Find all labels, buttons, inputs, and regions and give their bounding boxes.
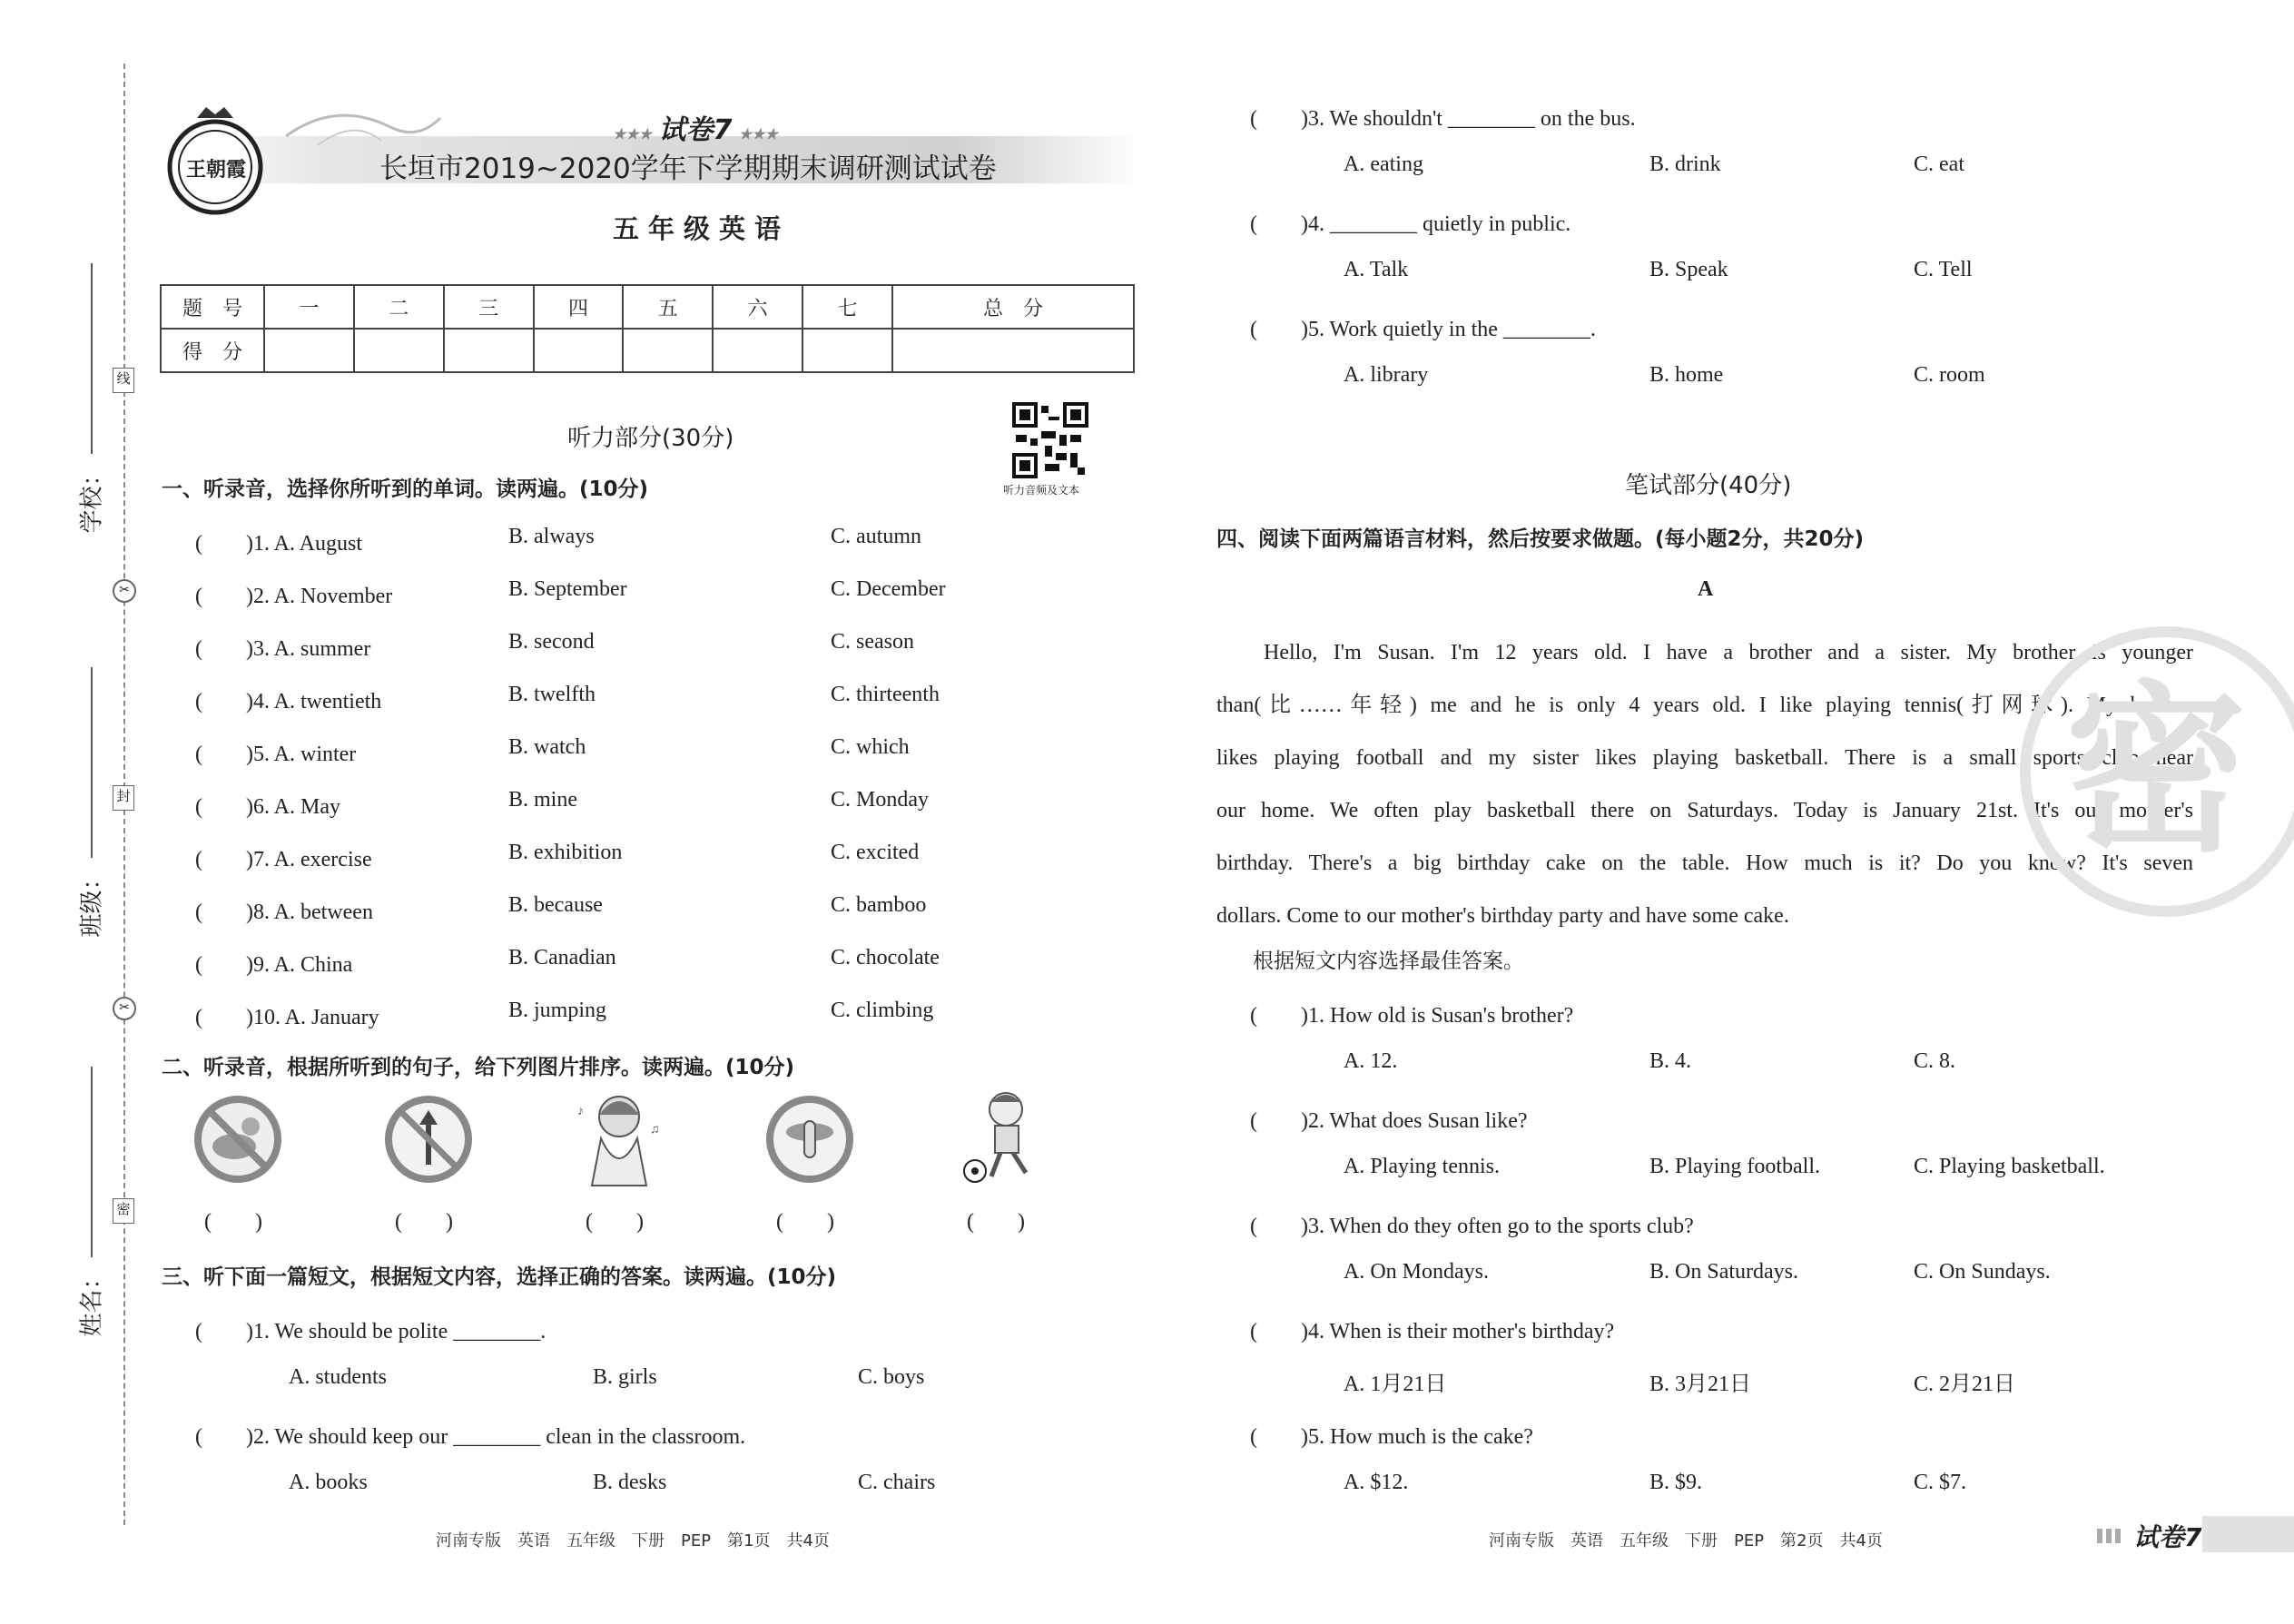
- picture-answer-blank[interactable]: ( ): [395, 1210, 453, 1234]
- question-a[interactable]: ( )5. A. winter: [195, 743, 357, 766]
- score-value-row: [161, 329, 1134, 372]
- question-a[interactable]: ( )8. A. between: [195, 901, 373, 924]
- option-b[interactable]: B. twelfth: [508, 683, 596, 706]
- question-a[interactable]: ( )4. A. twentieth: [195, 690, 382, 714]
- name-label: 姓名：: [78, 1265, 106, 1337]
- svg-text:♫: ♫: [650, 1123, 660, 1137]
- question-stem: ( )4. ________ quietly in public.: [1250, 212, 1571, 236]
- question-a[interactable]: ( )7. A. exercise: [195, 848, 372, 871]
- option-c[interactable]: C. thirteenth: [831, 683, 940, 706]
- option-c[interactable]: C. eat: [1914, 153, 1964, 176]
- school-label: 学校：: [78, 462, 106, 534]
- passage-line: Hello, I'm Susan. I'm 12 years old. I have a brother and a sister. My brother is younger: [1264, 641, 2193, 664]
- question-stem: ( )1. We should be polite ________.: [195, 1320, 546, 1343]
- picture-answer-blank[interactable]: ( ): [776, 1210, 834, 1234]
- one-way-sign-icon: [383, 1094, 474, 1185]
- score-input-cell[interactable]: [354, 329, 444, 372]
- seal-character: 密: [2065, 665, 2248, 877]
- section-2-title: 二、听录音，根据所听到的句子，给下列图片排序。读两遍。(10分): [162, 1056, 795, 1079]
- option-a[interactable]: A. eating: [1344, 153, 1423, 176]
- option-c[interactable]: C. $7.: [1914, 1471, 1967, 1494]
- score-cell: 一: [264, 285, 354, 329]
- option-a[interactable]: A. 1月21日: [1344, 1373, 1447, 1396]
- option-c[interactable]: C. December: [831, 577, 946, 601]
- no-food-sign-icon: [192, 1094, 283, 1185]
- option-c[interactable]: C. 8.: [1914, 1049, 1956, 1073]
- section-3-title: 三、听下面一篇短文，根据短文内容，选择正确的答案。读两遍。(10分): [162, 1265, 837, 1289]
- secret-seal-watermark: [2020, 626, 2294, 917]
- score-cell: 二: [354, 285, 444, 329]
- name-underline: [91, 1067, 93, 1257]
- option-b[interactable]: B. watch: [508, 735, 586, 759]
- page-footer-right: 河南专版 英语 五年级 下册 PEP 第2页 共4页: [1489, 1531, 1883, 1550]
- option-b[interactable]: B. $9.: [1649, 1471, 1703, 1494]
- option-c[interactable]: C. climbing: [831, 999, 934, 1022]
- page-footer-left: 河南专版 英语 五年级 下册 PEP 第1页 共4页: [436, 1531, 830, 1550]
- option-c[interactable]: C. Monday: [831, 788, 929, 812]
- passage-line: likes playing football and my sister likes playing basketball. There is a small sports club near: [1216, 746, 2193, 770]
- option-b[interactable]: B. second: [508, 630, 595, 654]
- stars-right: ★★★: [738, 127, 778, 143]
- score-input-cell[interactable]: [444, 329, 534, 372]
- svg-text:♪: ♪: [577, 1105, 584, 1118]
- option-b[interactable]: B. drink: [1649, 153, 1721, 176]
- option-b[interactable]: B. home: [1649, 363, 1724, 387]
- score-cell: 四: [534, 285, 624, 329]
- reading-instruction: 根据短文内容选择最佳答案。: [1253, 950, 1524, 973]
- question-stem: ( )4. When is their mother's birthday?: [1250, 1320, 1615, 1343]
- option-a[interactable]: A. On Mondays.: [1344, 1260, 1489, 1284]
- picture-answer-blank[interactable]: ( ): [586, 1210, 644, 1234]
- question-stem: ( )2. We should keep our ________ clean in the classroom.: [195, 1425, 746, 1449]
- score-cell: 题 号: [161, 285, 264, 329]
- binding-margin: [0, 0, 145, 1624]
- question-stem: ( )2. What does Susan like?: [1250, 1109, 1528, 1133]
- option-b[interactable]: B. Speak: [1649, 258, 1728, 281]
- seal-mark-line: 线: [113, 368, 134, 393]
- option-b[interactable]: B. mine: [508, 788, 577, 812]
- picture-answer-blank[interactable]: ( ): [204, 1210, 262, 1234]
- score-cell: 三: [444, 285, 534, 329]
- badge-text: 试卷7: [658, 114, 733, 146]
- score-cell: 六: [713, 285, 802, 329]
- option-b[interactable]: B. jumping: [508, 999, 607, 1022]
- option-c[interactable]: C. chairs: [858, 1471, 936, 1494]
- option-c[interactable]: C. On Sundays.: [1914, 1260, 2051, 1284]
- writing-title: 笔试部分(40分): [1625, 472, 1792, 499]
- question-a[interactable]: ( )6. A. May: [195, 795, 340, 819]
- bottom-badge: [2088, 1516, 2294, 1552]
- option-a[interactable]: A. books: [289, 1471, 368, 1494]
- bottom-badge-text: 试卷7: [2133, 1522, 2202, 1552]
- score-input-cell[interactable]: [802, 329, 892, 372]
- question-stem: ( )1. How old is Susan's brother?: [1250, 1004, 1574, 1028]
- score-input-cell[interactable]: [534, 329, 624, 372]
- option-a[interactable]: A. $12.: [1344, 1471, 1409, 1494]
- scissors-icon: ✂: [113, 997, 136, 1020]
- class-label: 班级：: [78, 866, 106, 938]
- question-a[interactable]: ( )3. A. summer: [195, 637, 371, 661]
- exam-title: 长垣市2019~2020学年下学期期末调研测试试卷: [379, 153, 997, 185]
- score-input-cell[interactable]: [623, 329, 713, 372]
- option-c[interactable]: C. 2月21日: [1914, 1373, 2016, 1396]
- scissors-icon: ✂: [113, 579, 136, 603]
- question-stem: ( )5. How much is the cake?: [1250, 1425, 1533, 1449]
- question-a[interactable]: ( )9. A. China: [195, 953, 353, 977]
- score-input-cell[interactable]: [892, 329, 1134, 372]
- question-a[interactable]: ( )1. A. August: [195, 532, 363, 556]
- option-c[interactable]: C. season: [831, 630, 914, 654]
- qr-caption: 听力音频及文本: [1003, 484, 1080, 497]
- question-a[interactable]: ( )10. A. January: [195, 1006, 379, 1029]
- score-table: [160, 284, 1135, 373]
- option-c[interactable]: C. which: [831, 735, 910, 759]
- passage-line: than(比……年轻) me and he is only 4 years old. I like playing tennis(打网球). My brother: [1216, 694, 2193, 717]
- section-4-title: 四、阅读下面两篇语言材料，然后按要求做题。(每小题2分，共20分): [1216, 527, 1865, 551]
- section-1-title: 一、听录音，选择你所听到的单词。读两遍。(10分): [162, 477, 649, 501]
- score-input-cell[interactable]: [264, 329, 354, 372]
- quiet-sign-icon: [764, 1094, 855, 1185]
- score-cell: 五: [623, 285, 713, 329]
- option-b[interactable]: B. desks: [593, 1471, 667, 1494]
- option-b[interactable]: B. girls: [593, 1365, 657, 1389]
- option-b[interactable]: B. because: [508, 893, 603, 917]
- option-b[interactable]: B. always: [508, 525, 595, 548]
- seal-mark-secret: 密: [113, 1198, 134, 1224]
- class-underline: [91, 667, 93, 858]
- option-b[interactable]: B. On Saturdays.: [1649, 1260, 1798, 1284]
- option-b[interactable]: B. September: [508, 577, 627, 601]
- option-b[interactable]: B. 3月21日: [1649, 1373, 1752, 1396]
- girl-listening-music-icon: [574, 1088, 665, 1178]
- passage-line: our home. We often play basketball there on Saturdays. Today is January 21st. It's our mother's: [1216, 799, 2193, 822]
- option-c[interactable]: C. bamboo: [831, 893, 927, 917]
- passage-line: birthday. There's a big birthday cake on the table. How much is it? Do you know? It's seven: [1216, 851, 2193, 875]
- school-underline: [91, 263, 93, 454]
- boy-playing-football-icon: [955, 1088, 1046, 1178]
- option-a[interactable]: A. students: [289, 1365, 387, 1389]
- listening-title: 听力部分(30分): [567, 425, 734, 452]
- option-b[interactable]: B. 4.: [1649, 1049, 1692, 1073]
- option-a[interactable]: A. Playing tennis.: [1344, 1155, 1500, 1178]
- question-stem: ( )5. Work quietly in the ________.: [1250, 318, 1596, 341]
- option-a[interactable]: A. library: [1344, 363, 1429, 387]
- option-c[interactable]: C. excited: [831, 841, 920, 864]
- logo-emblem: [165, 102, 265, 216]
- score-header-row: [161, 285, 1134, 329]
- option-c[interactable]: C. autumn: [831, 525, 921, 548]
- option-c[interactable]: C. boys: [858, 1365, 925, 1389]
- score-input-cell[interactable]: [713, 329, 802, 372]
- passage-label: A: [1698, 577, 1714, 601]
- left-page: [154, 0, 1144, 1624]
- option-c[interactable]: C. Tell: [1914, 258, 1973, 281]
- seal-mark-seal: 封: [113, 785, 134, 811]
- score-cell: 七: [802, 285, 892, 329]
- picture-answer-blank[interactable]: ( ): [967, 1210, 1025, 1234]
- question-a[interactable]: ( )2. A. November: [195, 585, 393, 608]
- option-c[interactable]: C. Playing basketball.: [1914, 1155, 2105, 1178]
- question-stem: ( )3. When do they often go to the sports club?: [1250, 1215, 1694, 1238]
- exam-badge: [613, 107, 778, 147]
- option-a[interactable]: A. Talk: [1344, 258, 1409, 281]
- logo-text: 王朝霞: [185, 159, 246, 182]
- passage-line: dollars. Come to our mother's birthday party and have some cake.: [1216, 904, 1789, 928]
- option-b[interactable]: B. Playing football.: [1649, 1155, 1820, 1178]
- score-cell: 总 分: [892, 285, 1134, 329]
- score-row-label: 得 分: [161, 329, 264, 372]
- option-b[interactable]: B. exhibition: [508, 841, 623, 864]
- subject-title: 五年级英语: [613, 213, 791, 244]
- badge-squares: [2097, 1529, 2122, 1543]
- question-stem: ( )3. We shouldn't ________ on the bus.: [1250, 107, 1636, 131]
- qr-code-icon[interactable]: [1012, 402, 1088, 478]
- option-c[interactable]: C. chocolate: [831, 946, 940, 969]
- option-b[interactable]: B. Canadian: [508, 946, 616, 969]
- stars-left: ★★★: [613, 127, 653, 143]
- option-c[interactable]: C. room: [1914, 363, 1985, 387]
- option-a[interactable]: A. 12.: [1344, 1049, 1398, 1073]
